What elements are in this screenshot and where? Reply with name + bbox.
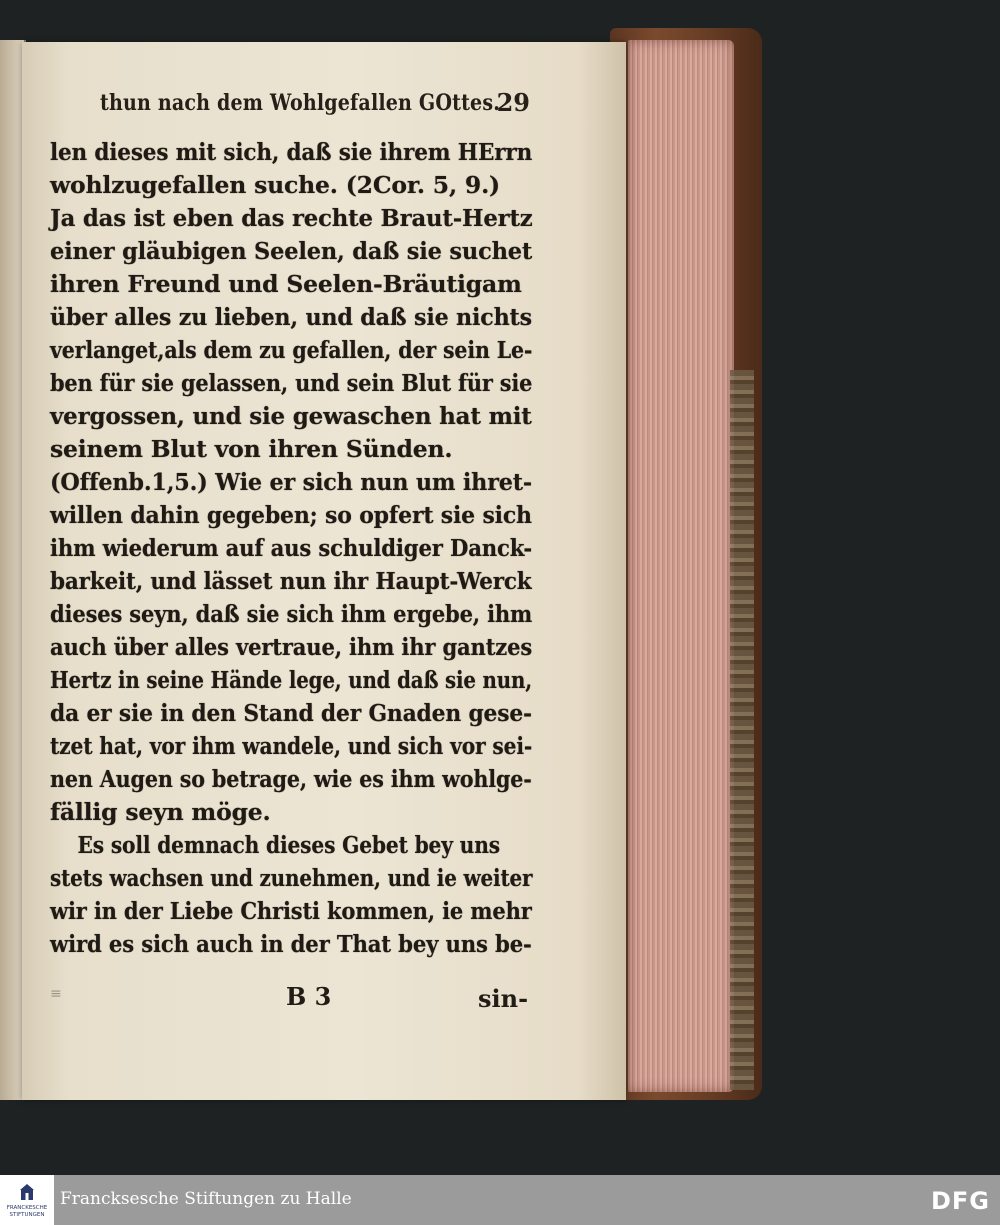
text-line: wohlzugefallen suche. (2Cor. 5, 9.) <box>50 171 500 199</box>
viewer-footer <box>0 1175 1000 1225</box>
text-line: Es soll demnach dieses Gebet bey uns <box>77 831 500 859</box>
text-line: dieses seyn, daß sie sich ihm ergebe, ihm <box>50 600 533 628</box>
text-line: willen dahin gegeben; so opfert sie sich <box>50 501 532 529</box>
text-line: (Offenb.1,5.) Wie er sich nun um ihret- <box>50 468 532 496</box>
text-line: len dieses mit sich, daß sie ihrem HErrn <box>50 138 533 166</box>
text-line: einer gläubigen Seelen, daß sie suchet <box>50 237 533 265</box>
page-edges <box>628 40 734 1092</box>
text-line: nen Augen so betrage, wie es ihm wohlge- <box>50 765 532 793</box>
text-line: verlanget,als dem zu gefallen, der sein Le- <box>50 336 533 364</box>
text-line: seinem Blut von ihren Sünden. <box>50 435 453 463</box>
text-line: fällig seyn möge. <box>50 798 271 826</box>
running-head <box>100 88 530 122</box>
crest-icon <box>19 1183 35 1201</box>
text-line: wird es sich auch in der That bey uns be- <box>50 930 532 958</box>
text-line: barkeit, und lässet nun ihr Haupt-Werck <box>50 567 532 595</box>
cover-cloth-edge <box>730 370 754 1090</box>
text-line: da er sie in den Stand der Gnaden gese- <box>50 699 532 727</box>
text-line: ihren Freund und Seelen-Bräutigam <box>50 270 522 298</box>
text-line: stets wachsen und zunehmen, und ie weiter <box>50 864 533 892</box>
text-line: ben für sie gelassen, und sein Blut für sie <box>50 369 533 397</box>
text-line: wir in der Liebe Christi kommen, ie mehr <box>50 897 532 925</box>
catchword: sin- <box>478 984 529 1013</box>
institution-name[interactable]: Francksesche Stiftungen zu Halle <box>60 1189 352 1209</box>
text-block <box>50 136 532 961</box>
text-line: Hertz in seine Hände lege, und daß sie nun, <box>50 666 532 694</box>
text-line: auch über alles vertraue, ihm ihr gantzes <box>50 633 533 661</box>
dfg-logo[interactable]: DFG <box>930 1187 990 1215</box>
text-line: vergossen, und sie gewaschen hat mit <box>50 402 532 430</box>
bleed-through-mark: ≡ <box>50 986 62 1002</box>
running-head-title: thun nach dem Wohlgefallen GOttes. <box>100 90 501 116</box>
text-line: ihm wiederum auf aus schuldiger Danck- <box>50 534 533 562</box>
signature-mark: B 3 <box>286 982 332 1011</box>
text-line: tzet hat, vor ihm wandele, und sich vor sei- <box>50 732 533 760</box>
text-line: Ja das ist eben das rechte Braut-Hertz <box>50 204 533 232</box>
page-number: 29 <box>496 88 530 117</box>
institution-logo[interactable] <box>0 1175 54 1225</box>
logo-text: FRANCKESCHE STIFTUNGEN <box>6 1205 48 1218</box>
text-line: über alles zu lieben, und daß sie nichts <box>50 303 532 331</box>
